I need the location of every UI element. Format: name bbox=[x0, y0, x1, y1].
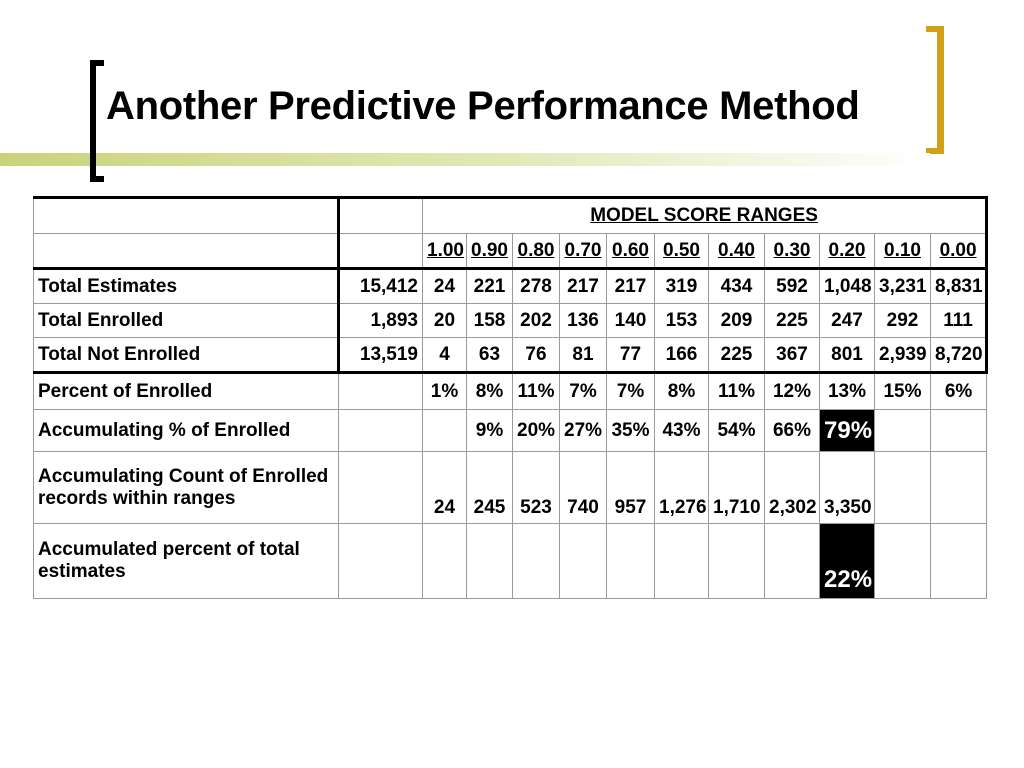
value-cell: 245 bbox=[467, 452, 513, 524]
highlighted-value-cell: 79% bbox=[820, 410, 875, 452]
range-header-label: 0.50 bbox=[663, 239, 700, 261]
value-cell: 592 bbox=[765, 269, 820, 304]
value-cell: 7% bbox=[607, 373, 655, 410]
value-cell: 3,350 bbox=[820, 452, 875, 524]
value-cell: 209 bbox=[709, 304, 765, 338]
value-cell: 217 bbox=[607, 269, 655, 304]
value-cell bbox=[560, 524, 607, 599]
table-row bbox=[34, 373, 987, 410]
value-cell: 367 bbox=[765, 338, 820, 373]
row-label: Total Estimates bbox=[34, 269, 339, 304]
table-row bbox=[34, 452, 987, 524]
value-cell: 225 bbox=[765, 304, 820, 338]
value-cell: 434 bbox=[709, 269, 765, 304]
value-cell: 66% bbox=[765, 410, 820, 452]
slide-title: Another Predictive Performance Method bbox=[106, 84, 860, 128]
value-cell: 136 bbox=[560, 304, 607, 338]
range-header-label: 0.90 bbox=[471, 239, 508, 261]
total-cell: 1,893 bbox=[339, 304, 423, 338]
total-cell: 15,412 bbox=[339, 269, 423, 304]
range-header-label: 0.80 bbox=[517, 239, 555, 261]
range-header-cell bbox=[560, 234, 607, 269]
range-header-cell bbox=[513, 234, 560, 269]
row-label: Total Enrolled bbox=[34, 304, 339, 338]
value-cell: 1% bbox=[423, 373, 467, 410]
value-cell bbox=[467, 524, 513, 599]
value-cell bbox=[931, 524, 987, 599]
value-cell bbox=[875, 452, 931, 524]
total-cell bbox=[339, 410, 423, 452]
value-cell: 2,939 bbox=[875, 338, 931, 373]
title-underline-bar bbox=[0, 153, 930, 166]
value-cell: 24 bbox=[423, 452, 467, 524]
value-cell bbox=[513, 524, 560, 599]
value-cell bbox=[875, 524, 931, 599]
value-cell: 1,276 bbox=[655, 452, 709, 524]
range-header-label: 0.20 bbox=[828, 239, 866, 261]
value-cell: 7% bbox=[560, 373, 607, 410]
empty-cell bbox=[34, 198, 339, 234]
range-header-label: 0.10 bbox=[884, 239, 921, 261]
value-cell: 111 bbox=[931, 304, 987, 338]
value-cell bbox=[655, 524, 709, 599]
value-cell: 54% bbox=[709, 410, 765, 452]
value-cell: 3,231 bbox=[875, 269, 931, 304]
value-cell: 278 bbox=[513, 269, 560, 304]
table-row bbox=[34, 338, 987, 373]
value-cell: 153 bbox=[655, 304, 709, 338]
value-cell bbox=[931, 410, 987, 452]
value-cell: 6% bbox=[931, 373, 987, 410]
group-header-cell bbox=[423, 198, 987, 234]
range-header-cell bbox=[765, 234, 820, 269]
value-cell: 11% bbox=[513, 373, 560, 410]
total-cell bbox=[339, 524, 423, 599]
range-header-cell bbox=[709, 234, 765, 269]
empty-cell bbox=[34, 234, 339, 269]
value-cell bbox=[765, 524, 820, 599]
table-row bbox=[34, 410, 987, 452]
left-bracket-decoration bbox=[90, 60, 104, 182]
range-header-label: 0.30 bbox=[773, 239, 811, 261]
total-cell bbox=[339, 452, 423, 524]
value-cell: 8% bbox=[467, 373, 513, 410]
range-header-cell bbox=[607, 234, 655, 269]
range-header-cell bbox=[467, 234, 513, 269]
value-cell: 1,710 bbox=[709, 452, 765, 524]
value-cell bbox=[607, 524, 655, 599]
empty-cell bbox=[339, 198, 423, 234]
value-cell: 77 bbox=[607, 338, 655, 373]
value-cell bbox=[423, 524, 467, 599]
group-header-label: MODEL SCORE RANGES bbox=[590, 205, 818, 227]
value-cell: 140 bbox=[607, 304, 655, 338]
value-cell: 225 bbox=[709, 338, 765, 373]
range-header-cell bbox=[423, 234, 467, 269]
value-cell: 957 bbox=[607, 452, 655, 524]
row-label: Accumulating Count of Enrolled records within ranges bbox=[34, 452, 339, 524]
value-cell: 12% bbox=[765, 373, 820, 410]
value-cell: 2,302 bbox=[765, 452, 820, 524]
value-cell: 11% bbox=[709, 373, 765, 410]
value-cell: 63 bbox=[467, 338, 513, 373]
value-cell: 247 bbox=[820, 304, 875, 338]
value-cell bbox=[875, 410, 931, 452]
range-header-cell bbox=[875, 234, 931, 269]
value-cell: 15% bbox=[875, 373, 931, 410]
range-header-cell bbox=[820, 234, 875, 269]
value-cell: 20% bbox=[513, 410, 560, 452]
table-row-range-headers bbox=[34, 234, 987, 269]
range-header-cell bbox=[931, 234, 987, 269]
value-cell: 8,831 bbox=[931, 269, 987, 304]
value-cell: 221 bbox=[467, 269, 513, 304]
table-row-group-header bbox=[34, 198, 987, 234]
value-cell: 9% bbox=[467, 410, 513, 452]
value-cell: 43% bbox=[655, 410, 709, 452]
empty-cell bbox=[339, 234, 423, 269]
value-cell bbox=[931, 452, 987, 524]
range-header-cell bbox=[655, 234, 709, 269]
table-row bbox=[34, 269, 987, 304]
row-label: Total Not Enrolled bbox=[34, 338, 339, 373]
value-cell bbox=[709, 524, 765, 599]
value-cell: 24 bbox=[423, 269, 467, 304]
value-cell: 166 bbox=[655, 338, 709, 373]
value-cell: 27% bbox=[560, 410, 607, 452]
value-cell: 202 bbox=[513, 304, 560, 338]
total-cell bbox=[339, 373, 423, 410]
range-header-label: 1.00 bbox=[427, 239, 464, 261]
value-cell: 35% bbox=[607, 410, 655, 452]
range-header-label: 0.70 bbox=[564, 239, 602, 261]
value-cell bbox=[423, 410, 467, 452]
value-cell: 319 bbox=[655, 269, 709, 304]
value-cell: 158 bbox=[467, 304, 513, 338]
value-cell: 1,048 bbox=[820, 269, 875, 304]
table-row bbox=[34, 304, 987, 338]
total-cell: 13,519 bbox=[339, 338, 423, 373]
row-label: Accumulated percent of total estimates bbox=[34, 524, 339, 599]
value-cell: 20 bbox=[423, 304, 467, 338]
right-bracket-decoration bbox=[926, 26, 944, 154]
row-label: Accumulating % of Enrolled bbox=[34, 410, 339, 452]
range-header-label: 0.60 bbox=[612, 239, 649, 261]
value-cell: 523 bbox=[513, 452, 560, 524]
value-cell: 76 bbox=[513, 338, 560, 373]
value-cell: 292 bbox=[875, 304, 931, 338]
value-cell: 13% bbox=[820, 373, 875, 410]
value-cell: 8,720 bbox=[931, 338, 987, 373]
range-header-label: 0.40 bbox=[718, 239, 755, 261]
score-range-table bbox=[33, 196, 988, 599]
highlighted-value-cell: 22% bbox=[820, 524, 875, 599]
value-cell: 801 bbox=[820, 338, 875, 373]
table-row bbox=[34, 524, 987, 599]
value-cell: 81 bbox=[560, 338, 607, 373]
value-cell: 4 bbox=[423, 338, 467, 373]
range-header-label: 0.00 bbox=[939, 239, 977, 261]
value-cell: 217 bbox=[560, 269, 607, 304]
value-cell: 740 bbox=[560, 452, 607, 524]
row-label: Percent of Enrolled bbox=[34, 373, 339, 410]
value-cell: 8% bbox=[655, 373, 709, 410]
